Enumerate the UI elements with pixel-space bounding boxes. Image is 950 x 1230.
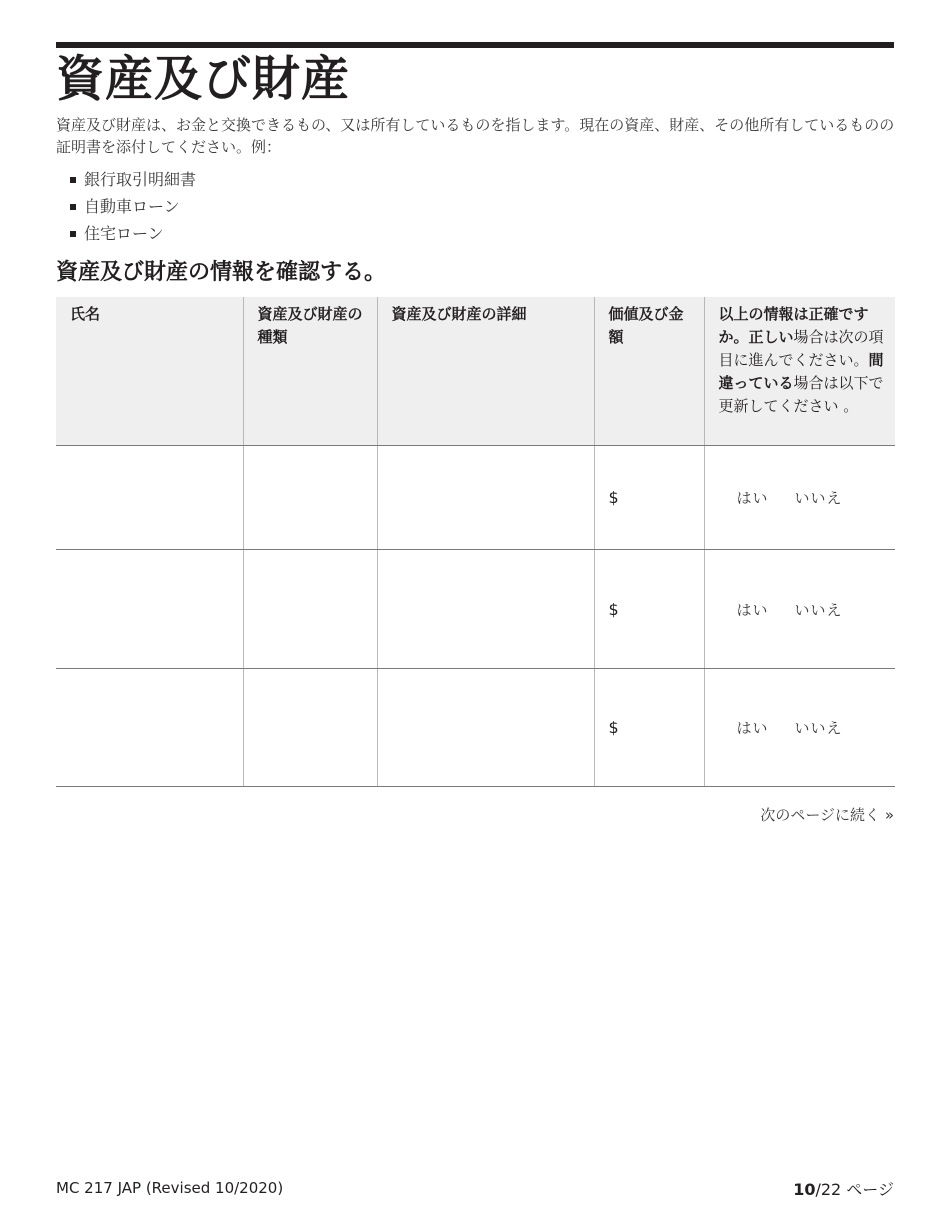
bullet-square-icon [70,231,76,237]
confirm-correct-instruction: 場合は次の項目に進んでください。 [718,328,884,369]
no-option[interactable]: いいえ [794,600,843,619]
name-cell[interactable] [56,446,243,550]
list-item [70,193,196,220]
section-title: 資産及び財産の情報を確認する。 [56,260,387,285]
header-confirm [704,297,895,446]
type-cell[interactable] [243,446,377,550]
value-cell[interactable]: $ [594,669,704,787]
table-row [56,669,895,787]
yes-option[interactable]: はい [736,719,769,737]
confirm-cell [704,550,895,669]
assets-table [56,297,895,787]
page-number [793,1177,894,1200]
header-type: 資産及び財産の種類 [243,297,377,446]
no-option[interactable]: いいえ [794,719,843,737]
bullet-square-icon [70,204,76,210]
top-rule [56,42,894,48]
confirm-cell [704,446,895,550]
details-cell[interactable] [377,669,594,787]
confirm-incorrect-instruction: 場合は以下で更新してください 。 [718,374,884,415]
name-cell[interactable] [56,669,243,787]
page-total: /22 ページ [815,1180,894,1199]
list-item [70,220,196,247]
form-id: MC 217 JAP (Revised 10/2020) [56,1179,284,1197]
name-cell[interactable] [56,550,243,669]
continue-note: 次のページに続く » [760,806,894,824]
confirm-question: 以上の情報は正確ですか。 [718,305,869,346]
value-cell[interactable]: $ [594,550,704,669]
yes-option[interactable]: はい [736,600,769,619]
yes-option[interactable]: はい [736,489,769,507]
example-label: 自動車ローン [84,196,180,216]
confirm-cell [704,669,895,787]
header-value: 価値及び金額 [594,297,704,446]
example-label: 住宅ローン [84,223,164,243]
header-details: 資産及び財産の詳細 [377,297,594,446]
list-item [70,166,196,193]
details-cell[interactable] [377,550,594,669]
table-row [56,446,895,550]
no-option[interactable]: いいえ [794,489,843,507]
details-cell[interactable] [377,446,594,550]
type-cell[interactable] [243,669,377,787]
bullet-square-icon [70,177,76,183]
table-row [56,550,895,669]
page-current: 10 [793,1180,816,1199]
header-name: 氏名 [56,297,243,446]
page-title: 資産及び財産 [56,51,351,107]
confirm-correct: 正しい [748,328,794,346]
value-cell[interactable]: $ [594,446,704,550]
type-cell[interactable] [243,550,377,669]
example-label: 銀行取引明細書 [84,169,197,189]
example-list [70,166,196,247]
intro-paragraph: 資産及び財産は、お金と交換できるもの、又は所有しているものを指します。現在の資産、財産、その他所有しているものの証明書を添付してください。例： [56,116,895,156]
table-header-row [56,297,895,446]
confirm-incorrect: 間違っている [718,351,884,392]
